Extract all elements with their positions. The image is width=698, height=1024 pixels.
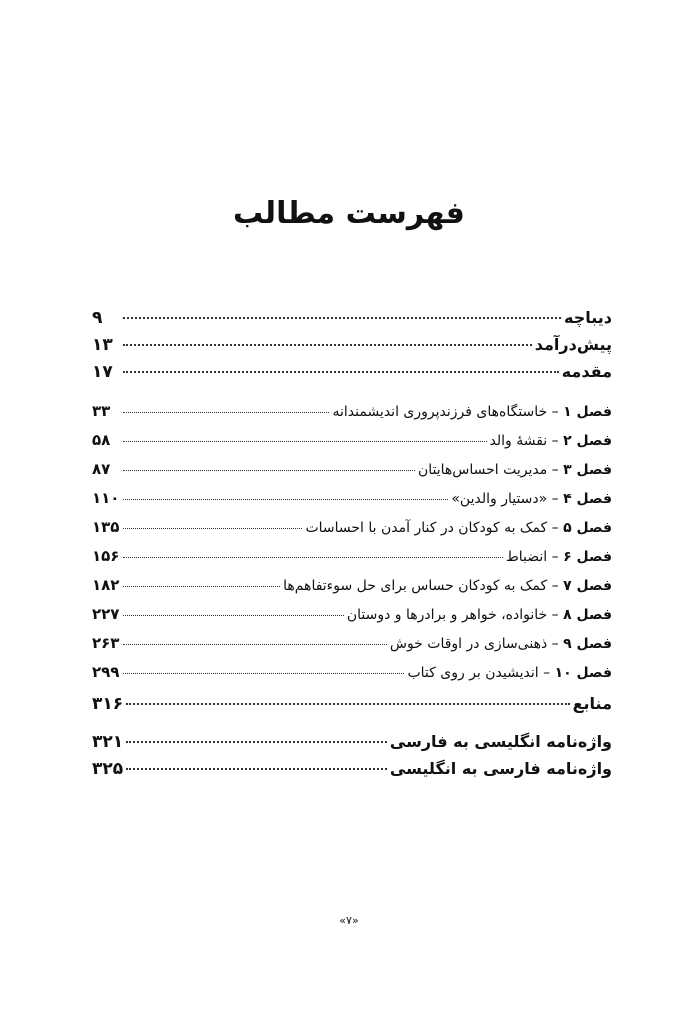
dot-leader: [126, 703, 569, 705]
toc-chapter-9[interactable]: [92, 634, 612, 663]
toc-entry-page: ۱۳: [92, 335, 113, 355]
chapter-title: – «دستیار والدین»: [451, 491, 559, 507]
chapter-title: – انضباط: [505, 549, 559, 565]
chapter-prefix: فصل ۸: [563, 607, 612, 623]
chapter-title: – اندیشیدن بر روی کتاب: [407, 665, 551, 681]
page-title: فهرست مطالب: [233, 196, 465, 231]
toc-chapter-8[interactable]: [92, 605, 612, 634]
dot-leader: [123, 344, 532, 346]
dot-leader: [126, 768, 387, 770]
toc-entry-label: پیش‌درآمد: [534, 335, 612, 354]
toc-chapters-section: [92, 402, 612, 692]
toc-chapter-5[interactable]: [92, 518, 612, 547]
chapter-prefix: فصل ۷: [563, 578, 612, 594]
chapter-title: – کمک به کودکان در کنار آمدن با احساسات: [305, 520, 559, 536]
toc-chapter-2[interactable]: [92, 431, 612, 460]
dot-leader: [123, 557, 503, 558]
dot-leader: [123, 615, 344, 616]
toc-entry-page: ۳۱۶: [92, 694, 124, 714]
chapter-title: – کمک به کودکان حساس برای حل سوءتفاهم‌ها: [283, 578, 559, 594]
toc-back-references: [92, 694, 612, 721]
toc-entry-page: ۵۸: [92, 431, 111, 449]
chapter-prefix: فصل ۵: [563, 520, 612, 536]
toc-chapter-6[interactable]: [92, 547, 612, 576]
toc-entry-page: ۱۳۵: [92, 518, 120, 536]
chapter-title: – مدیریت احساس‌هایتان: [417, 462, 559, 478]
toc-back-glossaries: [92, 732, 612, 786]
dot-leader: [126, 741, 387, 743]
toc-chapter-1[interactable]: [92, 402, 612, 431]
toc-entry-label: منابع: [572, 694, 612, 713]
toc-entry-label: واژه‌نامه فارسی به انگلیسی: [389, 759, 612, 778]
dot-leader: [123, 586, 280, 587]
chapter-title: – خاستگاه‌های فرزندپروری اندیشمندانه: [332, 404, 559, 420]
toc-entry-glossary-en-fa[interactable]: [92, 732, 612, 759]
chapter-prefix: فصل ۱: [563, 404, 612, 420]
toc-entry-page: ۱۱۰: [92, 489, 120, 507]
toc-entry-page: ۳۲۱: [92, 732, 124, 752]
chapter-title: – ذهنی‌سازی در اوقات خوش: [389, 636, 559, 652]
dot-leader: [123, 528, 302, 529]
dot-leader: [123, 673, 404, 674]
toc-entry-glossary-fa-en[interactable]: [92, 759, 612, 786]
dot-leader: [123, 644, 387, 645]
dot-leader: [123, 441, 487, 442]
toc-entry-preface[interactable]: [92, 308, 612, 335]
toc-entry-label: واژه‌نامه انگلیسی به فارسی: [389, 732, 612, 751]
toc-entry-label: مقدمه: [561, 362, 612, 381]
dot-leader: [123, 371, 559, 373]
toc-entry-page: ۸۷: [92, 460, 111, 478]
toc-entry-page: ۹: [92, 308, 103, 328]
toc-front-section: [92, 308, 612, 389]
toc-chapter-3[interactable]: [92, 460, 612, 489]
chapter-title: – نقشهٔ والد: [489, 433, 559, 449]
dot-leader: [123, 317, 561, 319]
chapter-prefix: فصل ۱۰: [554, 665, 612, 681]
toc-entry-label: دیباچه: [564, 308, 612, 327]
dot-leader: [123, 412, 329, 413]
page-number: «۷»: [339, 914, 359, 927]
toc-entry-page: ۲۲۷: [92, 605, 120, 623]
toc-entry-page: ۱۸۲: [92, 576, 120, 594]
toc-entry-page: ۲۶۳: [92, 634, 120, 652]
chapter-prefix: فصل ۶: [563, 549, 612, 565]
toc-chapter-10[interactable]: [92, 663, 612, 692]
toc-entry-page: ۳۲۵: [92, 759, 124, 779]
toc-entry-page: ۳۳: [92, 402, 111, 420]
toc-chapter-4[interactable]: [92, 489, 612, 518]
chapter-prefix: فصل ۴: [563, 491, 612, 507]
chapter-prefix: فصل ۲: [563, 433, 612, 449]
chapter-prefix: فصل ۳: [563, 462, 612, 478]
toc-entry-page: ۱۷: [92, 362, 113, 382]
chapter-title: – خانواده، خواهر و برادرها و دوستان: [346, 607, 559, 623]
toc-entry-introduction[interactable]: [92, 362, 612, 389]
toc-chapter-7[interactable]: [92, 576, 612, 605]
toc-entry-references[interactable]: [92, 694, 612, 721]
dot-leader: [123, 499, 448, 500]
dot-leader: [123, 470, 415, 471]
toc-entry-prelude[interactable]: [92, 335, 612, 362]
toc-entry-page: ۱۵۶: [92, 547, 120, 565]
chapter-prefix: فصل ۹: [563, 636, 612, 652]
toc-entry-page: ۲۹۹: [92, 663, 120, 681]
